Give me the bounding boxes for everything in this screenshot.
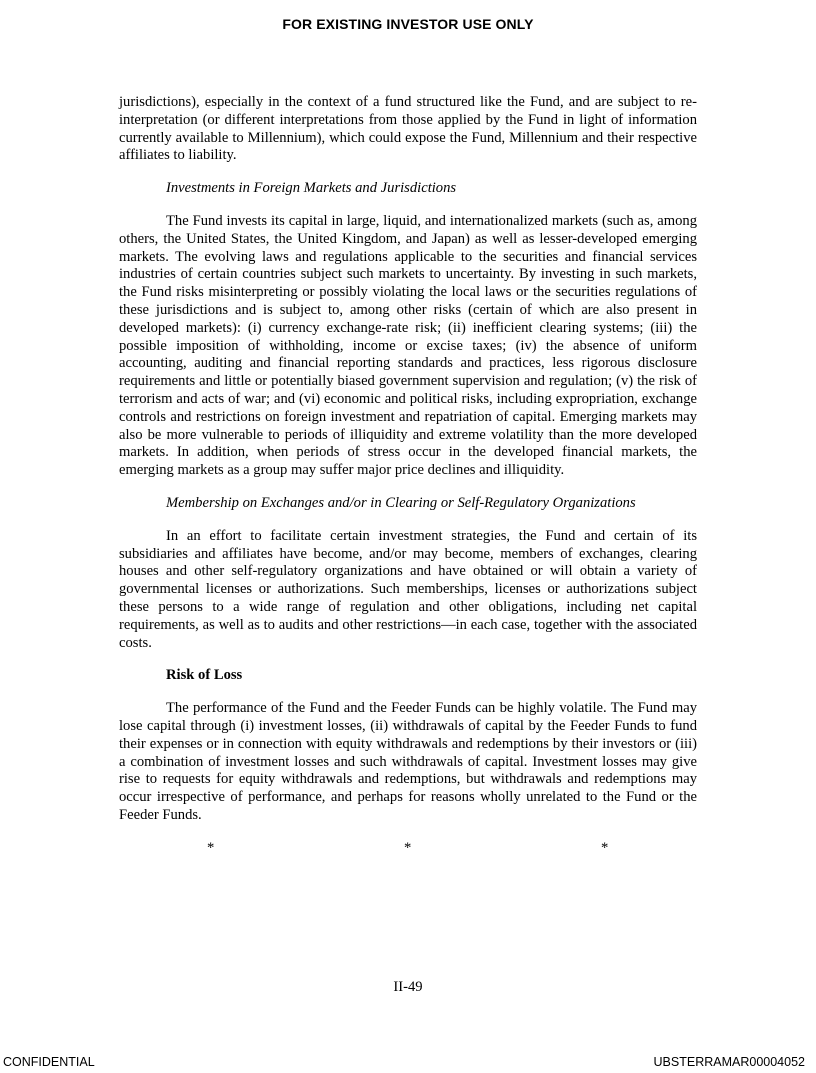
section-heading-risk-of-loss: Risk of Loss [166, 667, 243, 684]
section-body-memberships: In an effort to facilitate certain investment strategies, the Fund and certain of its subsidiaries and affiliates have become, and/or may become, members of exchanges, clearing houses and other self-regulatory organizations and have obtained or will obtain a variety of governmental licenses or authorizations. Such memberships, licenses or authorizations subject these persons to a wide range of regulation and other obligations, including net capital requirements, as well as to audits and other restrictions—in each case, together with the associated costs. [119, 527, 697, 651]
page-number: II-49 [393, 979, 423, 995]
section-heading-foreign-markets: Investments in Foreign Markets and Jurisdictions [166, 180, 457, 197]
section-separator [119, 840, 697, 860]
separator-asterisk: * [207, 839, 215, 856]
header-banner: FOR EXISTING INVESTOR USE ONLY [282, 16, 534, 32]
document-body [119, 94, 697, 860]
bates-number: UBSTERRAMAR00004052 [653, 1055, 805, 1069]
section-heading-memberships: Membership on Exchanges and/or in Clearing or Self-Regulatory Organizations [166, 494, 636, 511]
section-body-risk-of-loss: The performance of the Fund and the Feeder Funds can be highly volatile. The Fund may lose capital through (i) investment losses, (ii) withdrawals of capital by the Feeder Funds to fund their expenses or in connection with equity withdrawals and redemptions by their investors or (iii) a combination of investment losses and such withdrawals of capital. Investment losses may give rise to requests for equity withdrawals and redemptions, but withdrawals and redemptions may occur irrespective of performance, and perhaps for reasons wholly unrelated to the Fund or the Feeder Funds. [119, 700, 697, 823]
intro-paragraph: jurisdictions), especially in the context of a fund structured like the Fund, and are subject to re-interpretation (or different interpretations from those applied by the Fund in light of information currently available to Millennium), which could expose the Fund, Millennium and their respective affiliates to liability. [119, 94, 697, 164]
separator-asterisk: * [601, 839, 609, 856]
separator-asterisk: * [404, 839, 412, 856]
confidentiality-label: CONFIDENTIAL [3, 1055, 95, 1069]
section-body-foreign-markets: The Fund invests its capital in large, liquid, and internationalized markets (such as, among others, the United States, the United Kingdom, and Japan) as well as lesser-developed emerging markets. The evolving laws and regulations applicable to the securities and financial services industries of certain countries subject such markets to uncertainty. By investing in such markets, the Fund risks misinterpreting or possibly violating the local laws or the securities regulations of these jurisdictions and is subject to, among other risks (certain of which are also present in developed markets): (i) currency exchange-rate risk; (ii) inefficient clearing systems; (iii) the possible imposition of withholding, income or excise taxes; (iv) the absence of uniform accounting, auditing and financial reporting standards and practices, less rigorous disclosure requirements and little or potentially biased government supervision and regulation; (v) the risk of terrorism and acts of war; and (vi) economic and political risks, including expropriation, exchange controls and restrictions on foreign investment and repatriation of capital. Emerging markets may also be more vulnerable to periods of illiquidity and extreme volatility than the more developed markets. In addition, when periods of stress occur in the developed financial markets, the emerging markets as a group may suffer major price declines and illiquidity. [119, 212, 697, 479]
